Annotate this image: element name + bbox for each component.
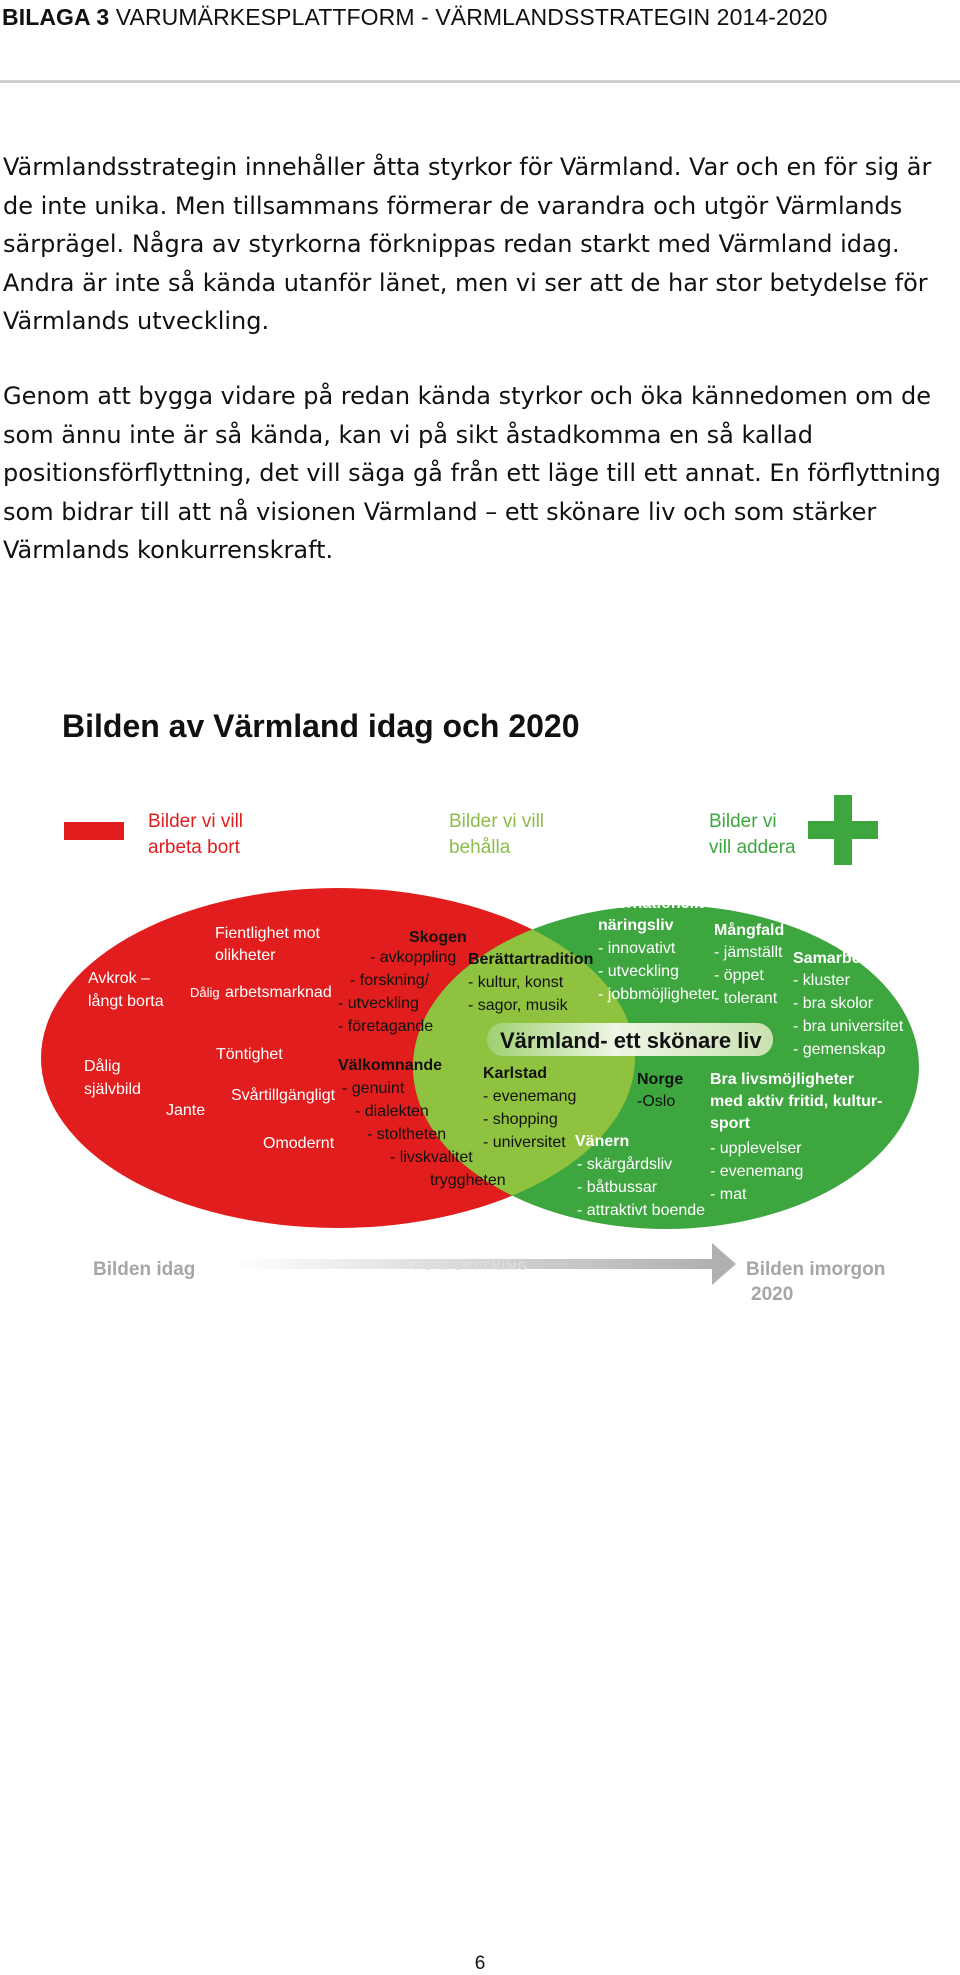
label-internationellt-2: näringsliv bbox=[598, 917, 674, 934]
label-skogen-title: Skogen bbox=[409, 929, 467, 946]
label-samarbete-item-3: - bra universitet bbox=[793, 1018, 904, 1035]
label-samarbete-title: Samarbete bbox=[793, 950, 875, 967]
label-internationellt-item-1: - innovativt bbox=[598, 940, 676, 957]
label-tontighet: Töntighet bbox=[216, 1046, 283, 1063]
label-norge-item: -Oslo bbox=[637, 1093, 676, 1110]
label-karlstad-title: Karlstad bbox=[483, 1065, 548, 1082]
label-avkrok-2: långt borta bbox=[88, 993, 164, 1010]
label-skogen-item-2: - forskning/ bbox=[350, 972, 430, 989]
label-dalig-sjalvbild-1: Dålig bbox=[84, 1058, 121, 1075]
label-valkomnande-item-2: - dialekten bbox=[355, 1103, 429, 1120]
legend-add bbox=[709, 811, 796, 858]
label-samarbete-item-4: - gemenskap bbox=[793, 1041, 886, 1058]
vision-banner bbox=[487, 1023, 773, 1056]
label-internationellt-item-2: - utveckling bbox=[598, 963, 679, 980]
figure-title: Bilden av Värmland idag och 2020 bbox=[62, 708, 580, 744]
label-fientlighet-1: Fientlighet mot bbox=[215, 925, 320, 942]
legend-keep-line1: Bilder vi vill bbox=[449, 811, 545, 832]
label-mangfald-title: Mångfald bbox=[714, 922, 785, 939]
legend-remove-line2: arbeta bort bbox=[148, 837, 240, 858]
label-arbetsmarknad: arbetsmarknad bbox=[225, 984, 332, 1001]
header-divider bbox=[0, 80, 960, 83]
label-bra-item-1: - upplevelser bbox=[710, 1140, 802, 1157]
label-dalig-sjalvbild-2: självbild bbox=[84, 1081, 141, 1098]
label-internationellt-item-3: - jobbmöjligheter bbox=[598, 986, 717, 1003]
legend-minus-icon bbox=[64, 822, 124, 840]
label-valkomnande-item-5: tryggheten bbox=[430, 1172, 506, 1189]
label-svartillganglig: Svårtillgängligt bbox=[231, 1087, 336, 1104]
label-dalig-small: Dålig bbox=[190, 985, 220, 1000]
label-berattar-item-2: - sagor, musik bbox=[468, 997, 568, 1014]
label-skogen-item-1: - avkoppling bbox=[370, 949, 457, 966]
label-mangfald-item-1: - jämställt bbox=[714, 944, 783, 961]
label-bra-title-2: med aktiv fritid, kultur- bbox=[710, 1093, 883, 1110]
label-mangfald-item-3: - tolerant bbox=[714, 990, 778, 1007]
label-bra-item-3: - mat bbox=[710, 1186, 747, 1203]
legend-keep bbox=[449, 811, 544, 858]
label-vanern-item-2: - båtbussar bbox=[577, 1179, 658, 1196]
label-bra-item-2: - evenemang bbox=[710, 1163, 804, 1180]
label-vanern-item-3: - attraktivt boende bbox=[577, 1202, 706, 1219]
label-omodernt: Omodernt bbox=[263, 1135, 335, 1152]
body-paragraph-2: Genom att bygga vidare på redan kända styrkor och öka kännedomen om de som ännu inte är så kända, kan vi på sikt åstadkomma en så kallad positionsförflyttning, det vill säga gå från ett läge till ett annat. En förflyttning som bidrar till att nå visionen Värmland – ett skönare liv och som stärker Värmlands konkurrenskraft. bbox=[3, 382, 941, 564]
label-norge-title: Norge bbox=[637, 1071, 684, 1088]
label-valkomnande-item-3: - stoltheten bbox=[367, 1126, 447, 1143]
legend-keep-line2: behålla bbox=[449, 837, 511, 858]
header-bold-label: BILAGA 3 bbox=[2, 4, 110, 30]
label-valkomnande-item-1: - genuint bbox=[342, 1080, 405, 1097]
arrow-label-middle: FÖRFLYTTNING bbox=[414, 1259, 530, 1273]
label-vanern-title: Vänern bbox=[575, 1133, 630, 1150]
label-bra-title-1: Bra livsmöjligheter bbox=[710, 1071, 855, 1088]
label-karlstad-item-3: - universitet bbox=[483, 1134, 566, 1151]
label-internationellt-1: Internationellt bbox=[598, 895, 704, 912]
label-karlstad-item-1: - evenemang bbox=[483, 1088, 577, 1105]
label-avkrok-1: Avkrok – bbox=[88, 970, 150, 987]
label-berattar-item-1: - kultur, konst bbox=[468, 974, 564, 991]
label-berattar-title: Berättartradition bbox=[468, 951, 594, 968]
legend-add-line1: Bilder vi bbox=[709, 811, 777, 832]
page-header bbox=[2, 4, 958, 31]
legend-remove bbox=[148, 811, 243, 858]
vision-banner-text: Värmland- ett skönare liv bbox=[500, 1028, 762, 1053]
arrow-label-tomorrow: Bilden imorgon bbox=[746, 1259, 886, 1280]
legend-plus-icon bbox=[808, 795, 878, 865]
label-fientlighet-2: olikheter bbox=[215, 947, 276, 964]
label-vanern-item-1: - skärgårdsliv bbox=[577, 1156, 673, 1173]
header-title: VARUMÄRKESPLATTFORM - VÄRMLANDSSTRATEGIN 2014-2020 bbox=[115, 4, 828, 30]
page-number: 6 bbox=[474, 1953, 486, 1974]
legend-add-line2: vill addera bbox=[709, 837, 796, 858]
label-jante: Jante bbox=[166, 1102, 206, 1119]
label-skogen-item-3: - utveckling bbox=[338, 995, 419, 1012]
body-paragraph-1: Värmlandsstrategin innehåller åtta styrkor för Värmland. Var och en för sig är de inte unika. Men tillsammans förmerar de varandra och utgör Värmlands särprägel. Några av styrkorna förknippas redan starkt med Värmland idag. Andra är inte så kända utanför länet, men vi ser att de har stor betydelse för Värmlands utveckling. bbox=[3, 153, 932, 335]
label-samarbete-item-1: - kluster bbox=[793, 972, 850, 989]
varmland-venn-diagram bbox=[0, 770, 960, 1320]
label-karlstad-item-2: - shopping bbox=[483, 1111, 558, 1128]
label-samarbete-item-2: - bra skolor bbox=[793, 995, 874, 1012]
label-bra-title-3: sport bbox=[710, 1115, 750, 1132]
arrow-label-today: Bilden idag bbox=[93, 1259, 196, 1280]
label-valkomnande-item-4: - livskvalitet bbox=[390, 1149, 473, 1166]
label-valkomnande-title: Välkomnande bbox=[338, 1057, 443, 1074]
legend-remove-line1: Bilder vi vill bbox=[148, 811, 244, 832]
label-mangfald-item-2: - öppet bbox=[714, 967, 764, 984]
arrow-label-year: 2020 bbox=[751, 1284, 794, 1305]
label-skogen-item-4: - företagande bbox=[338, 1018, 434, 1035]
